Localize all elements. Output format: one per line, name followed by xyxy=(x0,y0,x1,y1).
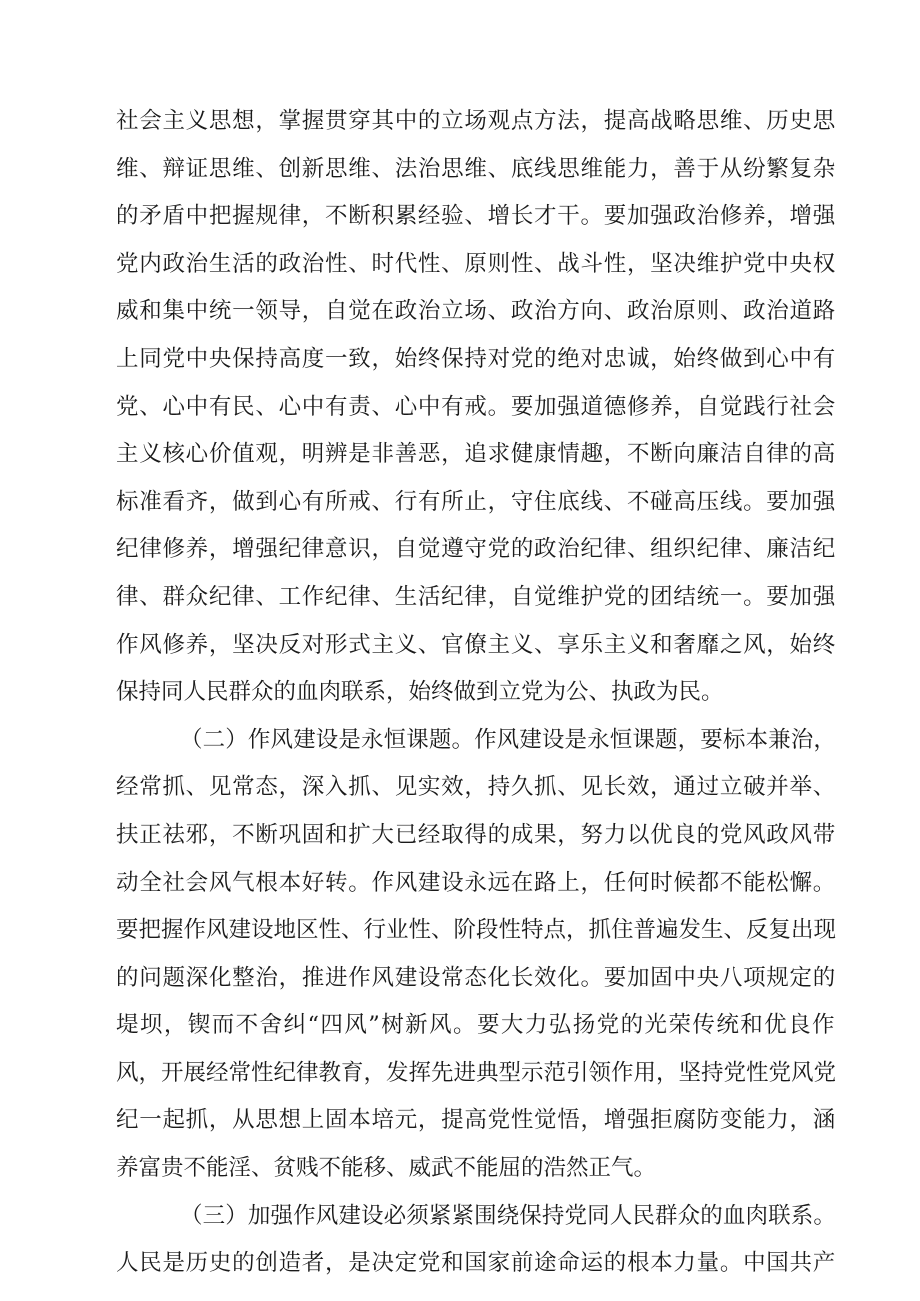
text-line: 纪律修养，增强纪律意识，自觉遵守党的政治纪律、组织纪律、廉洁纪 xyxy=(116,536,836,563)
text-line: 党、心中有民、心中有责、心中有戒。要加强道德修养，自觉践行社会 xyxy=(116,393,836,420)
text-line: 威和集中统一领导，自觉在政治立场、政治方向、政治原则、政治道路 xyxy=(116,298,836,325)
text-line: 的问题深化整治，推进作风建设常态化长效化。要加固中央八项规定的 xyxy=(116,964,836,991)
text-line: 经常抓、见常态，深入抓、见实效，持久抓、见长效，通过立破并举、 xyxy=(116,774,836,801)
text-line: 人民是历史的创造者，是决定党和国家前途命运的根本力量。中国共产 xyxy=(116,1250,836,1277)
text-line: 保持同人民群众的血肉联系，始终做到立党为公、执政为民。 xyxy=(116,679,724,706)
text-line: 扶正祛邪，不断巩固和扩大已经取得的成果，努力以优良的党风政风带 xyxy=(116,821,836,848)
text-line: 标准看齐，做到心有所戒、行有所止，守住底线、不碰高压线。要加强 xyxy=(116,488,836,515)
text-line: 的矛盾中把握规律，不断积累经验、增长才干。要加强政治修养，增强 xyxy=(116,203,836,230)
text-line: 风，开展经常性纪律教育，发挥先进典型示范引领作用，坚持党性党风党 xyxy=(116,1059,836,1086)
text-line: 动全社会风气根本好转。作风建设永远在路上，任何时候都不能松懈。 xyxy=(116,869,836,896)
text-line: 社会主义思想，掌握贯穿其中的立场观点方法，提高战略思维、历史思 xyxy=(116,108,836,134)
text-line: 作风修养，坚决反对形式主义、官僚主义、享乐主义和奢靡之风，始终 xyxy=(116,631,836,658)
text-line: 堤坝，锲而不舍纠“四风”树新风。要大力弘扬党的光荣传统和优良作 xyxy=(116,1012,836,1039)
body-text xyxy=(116,98,836,1288)
text-line: 党内政治生活的政治性、时代性、原则性、战斗性，坚决维护党中央权 xyxy=(116,250,836,277)
text-line: 维、辩证思维、创新思维、法治思维、底线思维能力，善于从纷繁复杂 xyxy=(116,155,836,182)
section-heading-line: （二）作风建设是永恒课题。作风建设是永恒课题，要标本兼治， xyxy=(180,726,836,753)
section-heading-line: （三）加强作风建设必须紧紧围绕保持党同人民群众的血肉联系。 xyxy=(180,1202,836,1229)
text-line: 律、群众纪律、工作纪律、生活纪律，自觉维护党的团结统一。要加强 xyxy=(116,583,836,610)
text-line: 纪一起抓，从思想上固本培元，提高党性觉悟，增强拒腐防变能力，涵 xyxy=(116,1107,836,1134)
text-line: 上同党中央保持高度一致，始终保持对党的绝对忠诚，始终做到心中有 xyxy=(116,345,836,372)
text-line: 主义核心价值观，明辨是非善恶，追求健康情趣，不断向廉洁自律的高 xyxy=(116,441,836,468)
text-line: 要把握作风建设地区性、行业性、阶段性特点，抓住普遍发生、反复出现 xyxy=(116,917,836,944)
text-line: 养富贵不能淫、贫贱不能移、威武不能屈的浩然正气。 xyxy=(116,1155,657,1182)
